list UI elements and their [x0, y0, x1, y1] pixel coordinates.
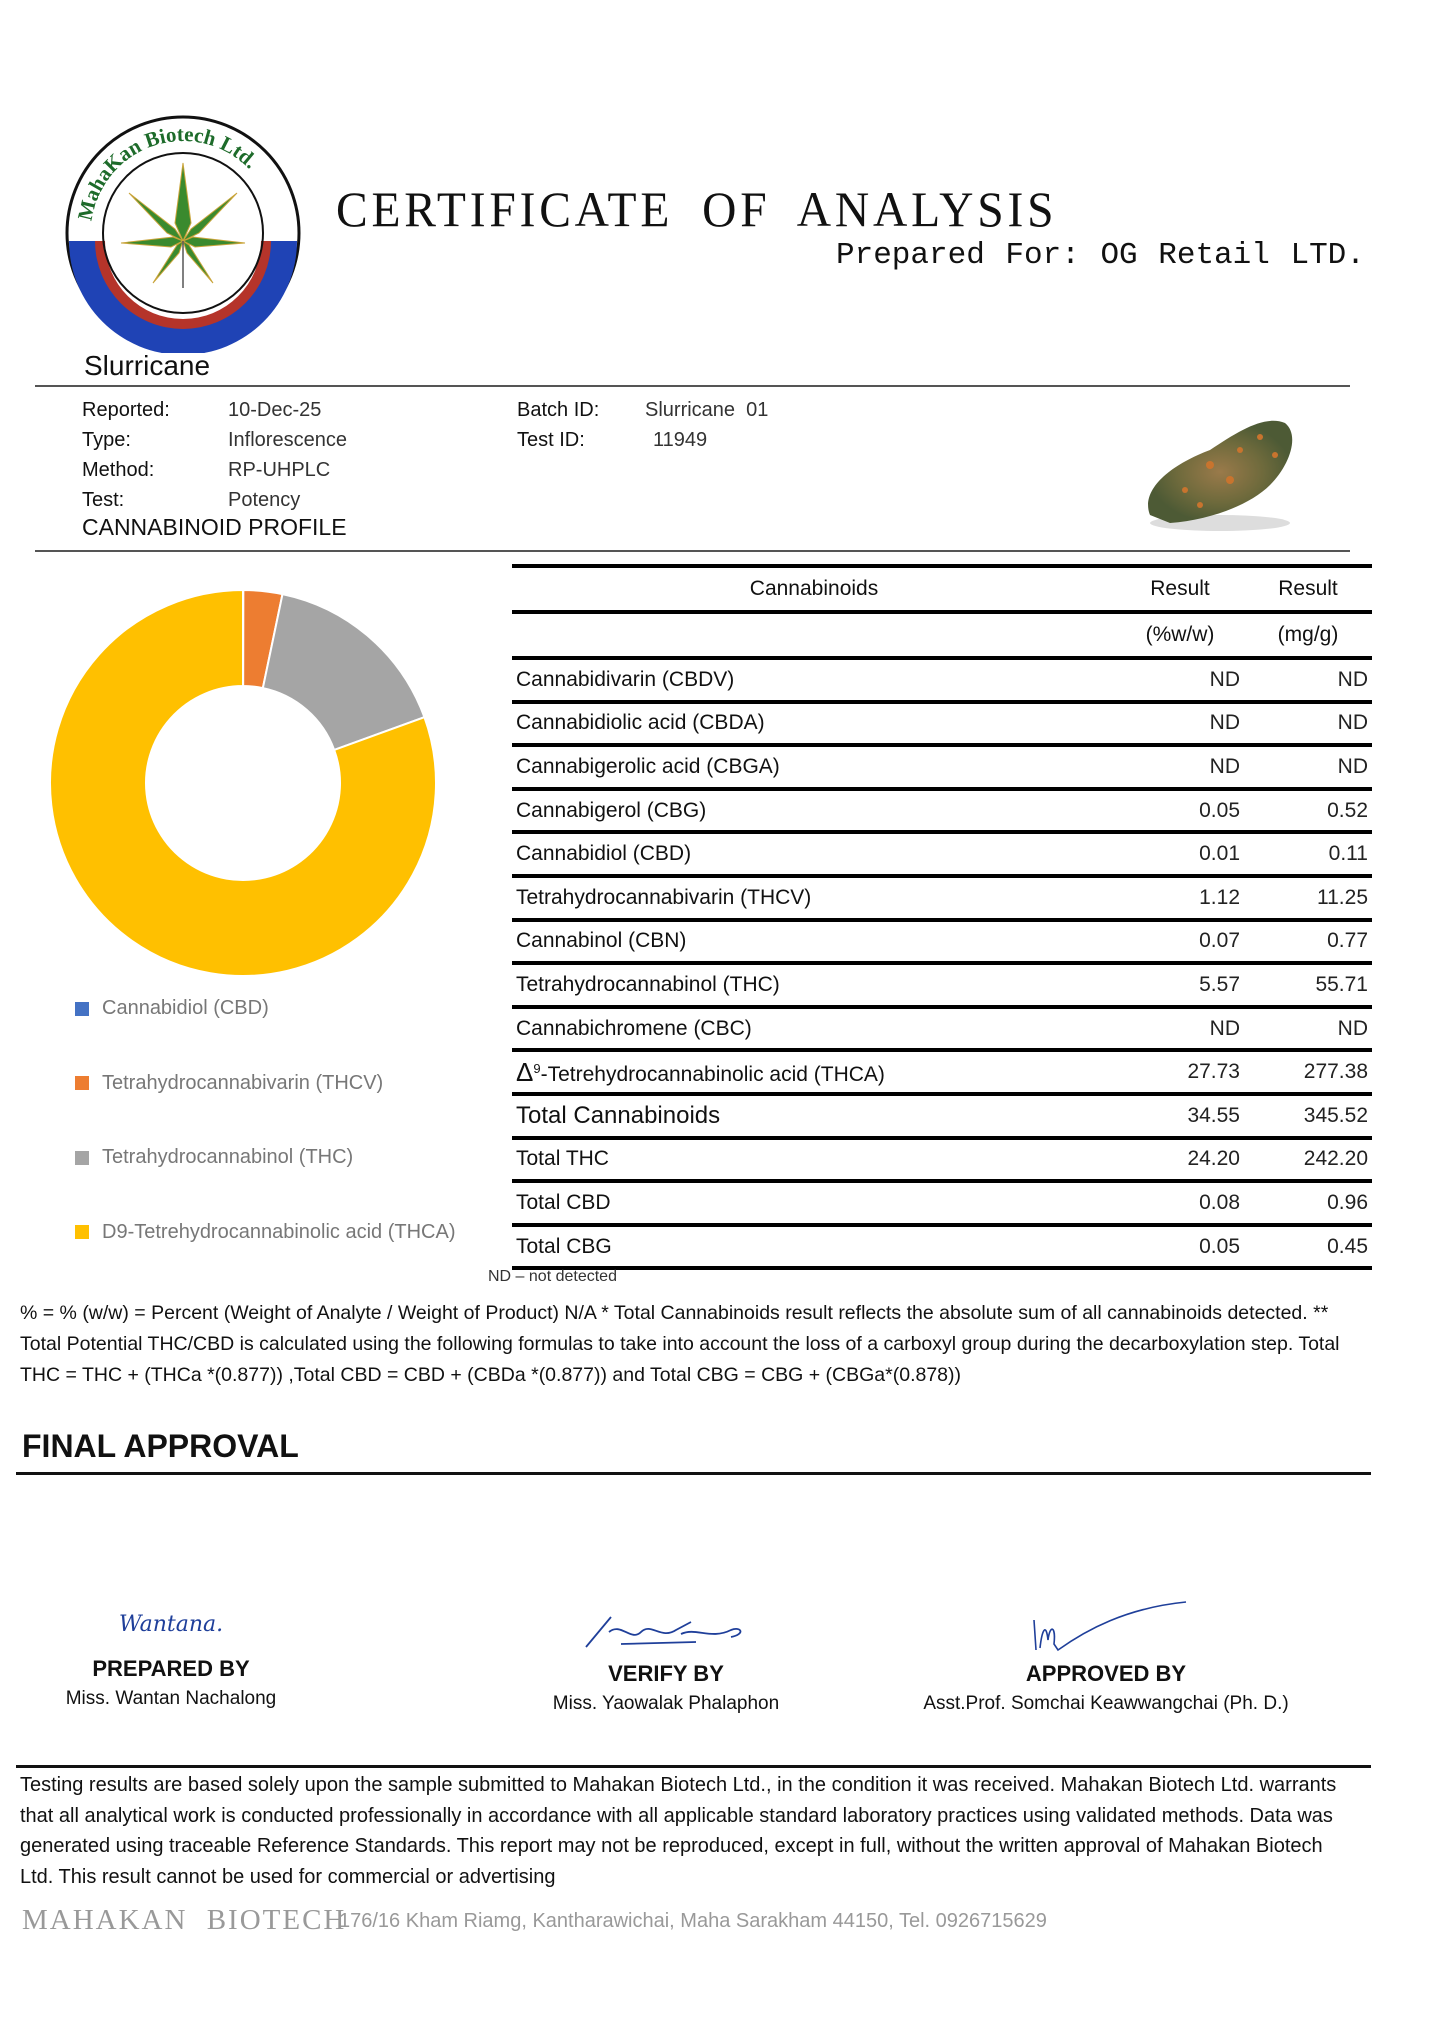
table-header-row [512, 566, 1372, 612]
table-row [512, 1225, 1372, 1269]
result-pct: 0.07 [1116, 920, 1244, 964]
cannabinoid-label: Tetrahydrocannabinol (THC) [516, 972, 780, 996]
result-pct: ND [1116, 1007, 1244, 1051]
result-mg: ND [1244, 745, 1372, 789]
result-pct: ND [1116, 658, 1244, 702]
signer-prepared [0, 1612, 401, 1710]
result-mg: 11.25 [1244, 876, 1372, 920]
field-value: RP-UHPLC [228, 459, 331, 481]
field-label: Reported: [82, 399, 170, 421]
result-mg: 55.71 [1244, 963, 1372, 1007]
cannabinoid-name [512, 789, 1116, 833]
unit-mg: (mg/g) [1244, 612, 1372, 658]
delta-symbol: Δ [516, 1056, 534, 1087]
table-row [512, 702, 1372, 746]
result-pct: 34.55 [1116, 1094, 1244, 1138]
legend-label: Cannabidiol (CBD) [102, 997, 269, 1019]
result-pct: 24.20 [1116, 1138, 1244, 1182]
prepared-for: Prepared For: OG Retail LTD. [836, 238, 1365, 273]
cannabinoid-label: Total CBG [516, 1234, 612, 1258]
legend-item [75, 1072, 383, 1095]
batch-id-value: Slurricane 01 [645, 399, 769, 421]
signature-approved [1006, 1600, 1206, 1652]
legend-swatch [75, 1076, 89, 1090]
batch-fields [517, 395, 768, 455]
cannabinoid-label: Cannabidivarin (CBDV) [516, 667, 735, 691]
legend-item [75, 997, 269, 1020]
signature-wantana: Wantana. [118, 1612, 224, 1637]
cannabinoid-name [512, 1007, 1116, 1051]
result-mg: ND [1244, 1007, 1372, 1051]
legend-label: Tetrahydrocannabinol (THC) [102, 1146, 354, 1168]
cannabinoid-name [512, 1138, 1116, 1182]
table-row [512, 789, 1372, 833]
cannabinoid-name [512, 1094, 1116, 1138]
cannabinoid-label: Total Cannabinoids [516, 1101, 721, 1129]
unit-spacer [512, 612, 1116, 658]
product-fields [82, 395, 347, 515]
field-value: Inflorescence [228, 429, 347, 451]
legend-label: D9-Tetrehydrocannabinolic acid (THCA) [102, 1220, 456, 1243]
table-row [512, 832, 1372, 876]
table-row [512, 1050, 1372, 1094]
cannabinoid-name [512, 1225, 1116, 1269]
table-row [512, 745, 1372, 789]
result-mg: ND [1244, 658, 1372, 702]
table-unit-row [512, 612, 1372, 658]
cannabinoid-name [512, 963, 1116, 1007]
field-label: Method: [82, 459, 155, 481]
nd-note: ND – not detected [488, 1268, 617, 1285]
result-mg: ND [1244, 702, 1372, 746]
divider [16, 1472, 1371, 1475]
col-result-pct: Result [1116, 566, 1244, 612]
result-pct: 0.08 [1116, 1181, 1244, 1225]
cannabinoid-label: Cannabigerolic acid (CBGA) [516, 754, 780, 778]
cannabinoid-label: Cannabichromene (CBC) [516, 1016, 752, 1040]
cannabinoid-label: Tetrahydrocannabivarin (THCV) [516, 885, 812, 909]
cannabinoid-name [512, 920, 1116, 964]
cannabinoid-donut-chart [40, 580, 446, 986]
role-label: PREPARED BY [92, 1656, 250, 1681]
field-value: 10-Dec-25 [228, 399, 322, 421]
divider [16, 1765, 1371, 1768]
cannabinoid-name [512, 658, 1116, 702]
table-row [512, 963, 1372, 1007]
result-mg: 0.45 [1244, 1225, 1372, 1269]
disclaimer: Testing results are based solely upon the sample submitted to Mahakan Biotech Ltd., in the condition it was received. Mahakan Biotech Ltd. warrants that all analytical work is conducted professionally in accordance with all applicable standard laboratory practices using validated methods. Data was generated using traceable Reference Standards. This report may not be reproduced, except in full, without the written approval of Mahakan Biotech Ltd. This result cannot be used for commercial or advertising [20, 1774, 1337, 1888]
product-name: Slurricane [84, 350, 211, 381]
cannabinoid-label: Cannabinol (CBN) [516, 929, 687, 953]
results-table [512, 564, 1372, 1270]
table-row [512, 1138, 1372, 1182]
legend-swatch [75, 1002, 89, 1016]
profile-heading: CANNABINOID PROFILE [82, 514, 347, 540]
col-result-mg: Result [1244, 566, 1372, 612]
svg-text:MahaKan Biotech Ltd.: MahaKan Biotech Ltd. [72, 121, 264, 223]
table-row [512, 1181, 1372, 1225]
cannabinoid-label: -Tetrehydrocannabinolic acid (THCA) [540, 1062, 885, 1086]
result-mg: 277.38 [1244, 1050, 1372, 1094]
divider [35, 385, 1350, 387]
field-label: Test: [82, 489, 125, 511]
cannabinoid-name [512, 745, 1116, 789]
test-id-label: Test ID: [517, 429, 585, 451]
result-mg: 0.96 [1244, 1181, 1372, 1225]
cannabinoid-name [512, 702, 1116, 746]
result-pct: 5.57 [1116, 963, 1244, 1007]
cannabinoid-label: Total CBD [516, 1190, 611, 1214]
field-method [82, 455, 347, 485]
legend-item [75, 1146, 353, 1169]
signer-verify [436, 1612, 896, 1715]
cannabinoid-name [512, 1050, 1116, 1094]
result-mg: 0.11 [1244, 832, 1372, 876]
result-pct: 1.12 [1116, 876, 1244, 920]
result-pct: ND [1116, 745, 1244, 789]
result-mg: 345.52 [1244, 1094, 1372, 1138]
cannabis-bud-image [1090, 395, 1340, 535]
cannabinoid-label: Cannabigerol (CBG) [516, 798, 707, 822]
result-mg: 0.52 [1244, 789, 1372, 833]
cannabinoid-name [512, 876, 1116, 920]
cannabinoid-label: Cannabidiolic acid (CBDA) [516, 711, 765, 735]
field-value: Potency [228, 489, 301, 511]
col-cannabinoids: Cannabinoids [512, 566, 1116, 612]
cannabinoid-label: Total THC [516, 1147, 609, 1171]
field-test [82, 485, 347, 515]
result-pct: 27.73 [1116, 1050, 1244, 1094]
field-type [82, 425, 347, 455]
table-row [512, 658, 1372, 702]
result-mg: 0.77 [1244, 920, 1372, 964]
signer-name: Miss. Wantan Nachalong [65, 1688, 277, 1709]
table-row [512, 1094, 1372, 1138]
footer-address: 176/16 Kham Riamg, Kantharawichai, Maha Sarakham 44150, Tel. 0926715629 [339, 1910, 1047, 1932]
signer-name: Asst.Prof. Somchai Keawwangchai (Ph. D.) [923, 1693, 1289, 1714]
result-pct: 0.01 [1116, 832, 1244, 876]
result-pct: ND [1116, 702, 1244, 746]
role-label: APPROVED BY [1025, 1661, 1187, 1686]
table-row [512, 876, 1372, 920]
result-pct: 0.05 [1116, 1225, 1244, 1269]
batch-id-label: Batch ID: [517, 399, 600, 421]
field-label: Type: [82, 429, 131, 451]
role-label: VERIFY BY [608, 1661, 724, 1686]
field-reported [82, 395, 347, 425]
delta-superscript: 9 [533, 1060, 541, 1076]
signer-name: Miss. Yaowalak Phalaphon [552, 1693, 780, 1714]
cannabinoid-label: Cannabidiol (CBD) [516, 842, 692, 866]
legend-swatch [75, 1151, 89, 1165]
company-logo [63, 113, 303, 353]
legend-item [75, 1221, 455, 1244]
table-row [512, 920, 1372, 964]
table-row [512, 1007, 1372, 1051]
signature-verify [581, 1612, 751, 1652]
document-title: CERTIFICATE OF ANALYSIS [336, 181, 1058, 237]
divider [35, 550, 1350, 552]
footer-brand: MAHAKAN BIOTECH [22, 1904, 347, 1936]
legend-swatch [75, 1225, 89, 1239]
footnote: % = % (w/w) = Percent (Weight of Analyte / Weight of Product) N/A * Total Cannabinoids result reflects the absolute sum of all cannabinoids detected. ** Total Potential THC/CBD is calculated using the following formulas to take into account the loss of a carboxyl group during the decarboxylation step. Total THC = THC + (THCa *(0.877)) ,Total CBD = CBD + (CBDa *(0.877)) and Total CBG = CBG + (CBGa*(0.878)) [20, 1302, 1340, 1386]
cannabinoid-name [512, 1181, 1116, 1225]
legend-label: Tetrahydrocannabivarin (THCV) [102, 1071, 384, 1094]
final-approval-heading: FINAL APPROVAL [22, 1428, 299, 1464]
result-mg: 242.20 [1244, 1138, 1372, 1182]
cannabinoid-name [512, 832, 1116, 876]
result-pct: 0.05 [1116, 789, 1244, 833]
test-id-value: 11949 [653, 429, 708, 451]
unit-pct: (%w/w) [1116, 612, 1244, 658]
signer-approved [876, 1600, 1336, 1715]
